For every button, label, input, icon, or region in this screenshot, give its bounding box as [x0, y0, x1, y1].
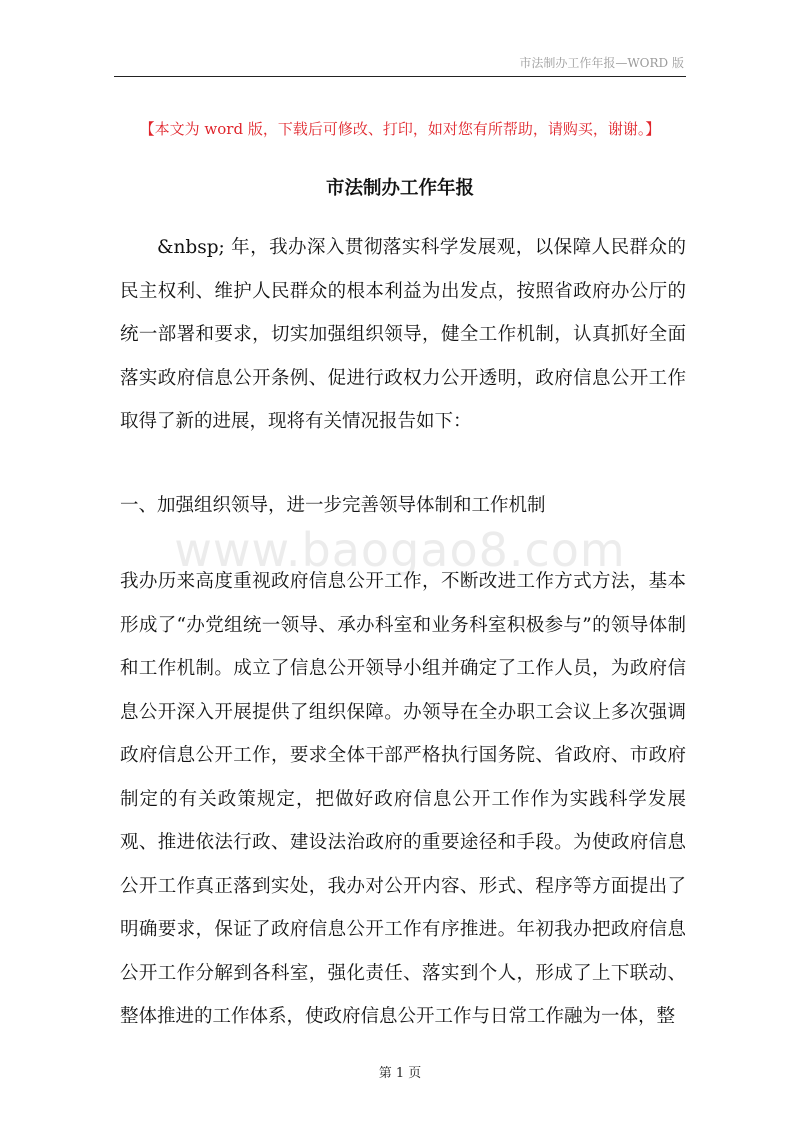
section-1-paragraph: 我办历来高度重视政府信息公开工作，不断改进工作方式方法，基本形成了“办党组统一领导、承办科室和业务科室积极参与”的领导体制和工作机制。成立了信息公开领导小组并确定了工作人员，为政府信息公开深入开展提供了组织保障。办领导在全办职工会议上多次强调政府信息公开工作，要求全体干部严格执行国务院、省政府、市政府制定的有关政策规定，把做好政府信息公开工作作为实践科学发展观、推进依法行政、建设法治政府的重要途径和手段。为使政府信息公开工作真正落到实处，我办对公开内容、形式、程序等方面提出了明确要求，保证了政府信息公开工作有序推进。年初我办把政府信息公开工作分解到各科室，强化责任、落实到个人，形成了上下联动、整体推进的工作体系，使政府信息公开工作与日常工作融为一体，整 — [120, 571, 686, 1027]
page-number: 第 1 页 — [378, 1066, 422, 1081]
running-header: 市法制办工作年报—WORD 版 — [519, 56, 684, 70]
purchase-notice: 【本文为 word 版，下载后可修改、打印，如对您有所帮助，请购买，谢谢。】 — [139, 120, 661, 138]
intro-paragraph: &nbsp; 年，我办深入贯彻落实科学发展观，以保障人民群众的民主权利、维护人民群众的根本利益为出发点，按照省政府办公厅的统一部署和要求，切实加强组织领导，健全工作机制，认真抓好全面落实政府信息公开条例、促进行政权力公开透明，政府信息公开工作取得了新的进展，现将有关情况报告如下： — [120, 237, 686, 432]
section-heading-1: 一、加强组织领导，进一步完善领导体制和工作机制 — [120, 495, 546, 516]
header-divider — [114, 76, 686, 77]
document-title: 市法制办工作年报 — [325, 178, 474, 199]
watermark: www.baogao8.com — [174, 523, 626, 577]
